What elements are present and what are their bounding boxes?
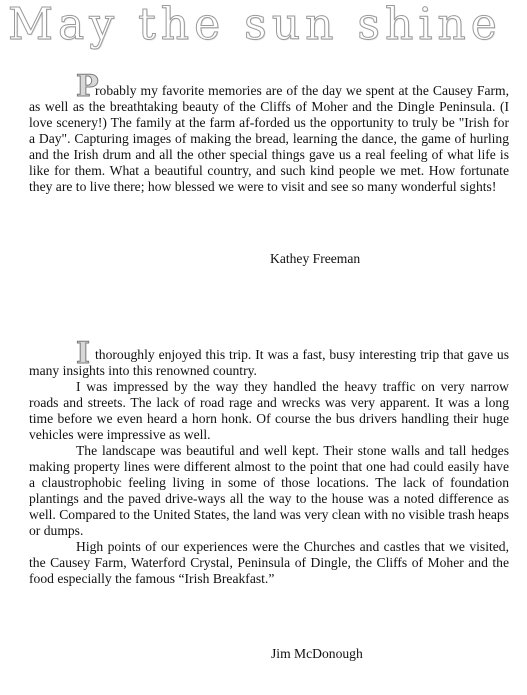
story-paragraph: High points of our experiences were the Churches and castles that we visited, the Causey Farm, Waterford Crystal, Peninsula of Dingle, the Cliffs of Moher and the food especially the famous “Irish Breakfast.”: [29, 539, 509, 586]
story-paragraph: The landscape was beautiful and well kept. Their stone walls and tall hedges making property lines were different almost to the point that one had could easily have a claustrophobic feeling living in some of those locations. The lack of foundation plantings and the paved drive-ways all the way to the house was a noted difference as well. Compared to the United States, the land was very clean with no visible trash heaps or dumps.: [29, 443, 509, 538]
story-kathey: [29, 69, 509, 195]
author-signature: Kathey Freeman: [270, 251, 361, 266]
story-paragraph: [29, 69, 509, 195]
drop-cap-letter: I: [76, 336, 91, 371]
page-title: May the sun shine: [8, 0, 502, 50]
story-text: thoroughly enjoyed this trip. It was a fast, busy interesting trip that gave us many insights into this renowned country.: [29, 347, 509, 378]
author-signature: Jim McDonough: [271, 646, 363, 661]
story-paragraph: I was impressed by the way they handled the heavy traffic on very narrow roads and streets. The lack of road rage and wrecks was very apparent. It was a long time before we even heard a horn honk. Of course the bus drivers handling their huge vehicles were impressive as well.: [29, 379, 509, 442]
story-text: robably my favorite memories are of the day we spent at the Causey Farm, as well as the breathtaking beauty of the Cliffs of Moher and the Dingle Peninsula. (I love scenery!) The family at the farm af-forded us the opportunity to truly be "Irish for a Day". Capturing images of making the bread, learning the dance, the game of hurling and the Irish drum and all the other special things gave us a real feeling of what life is like for them. What a beautiful country, and such kind people we met. How fortunate they are to live there; how blessed we were to visit and see so many wonderful sights!: [29, 83, 509, 194]
story-jim: [29, 336, 509, 587]
story-paragraph: [29, 336, 509, 379]
drop-cap-letter: P: [76, 69, 99, 104]
